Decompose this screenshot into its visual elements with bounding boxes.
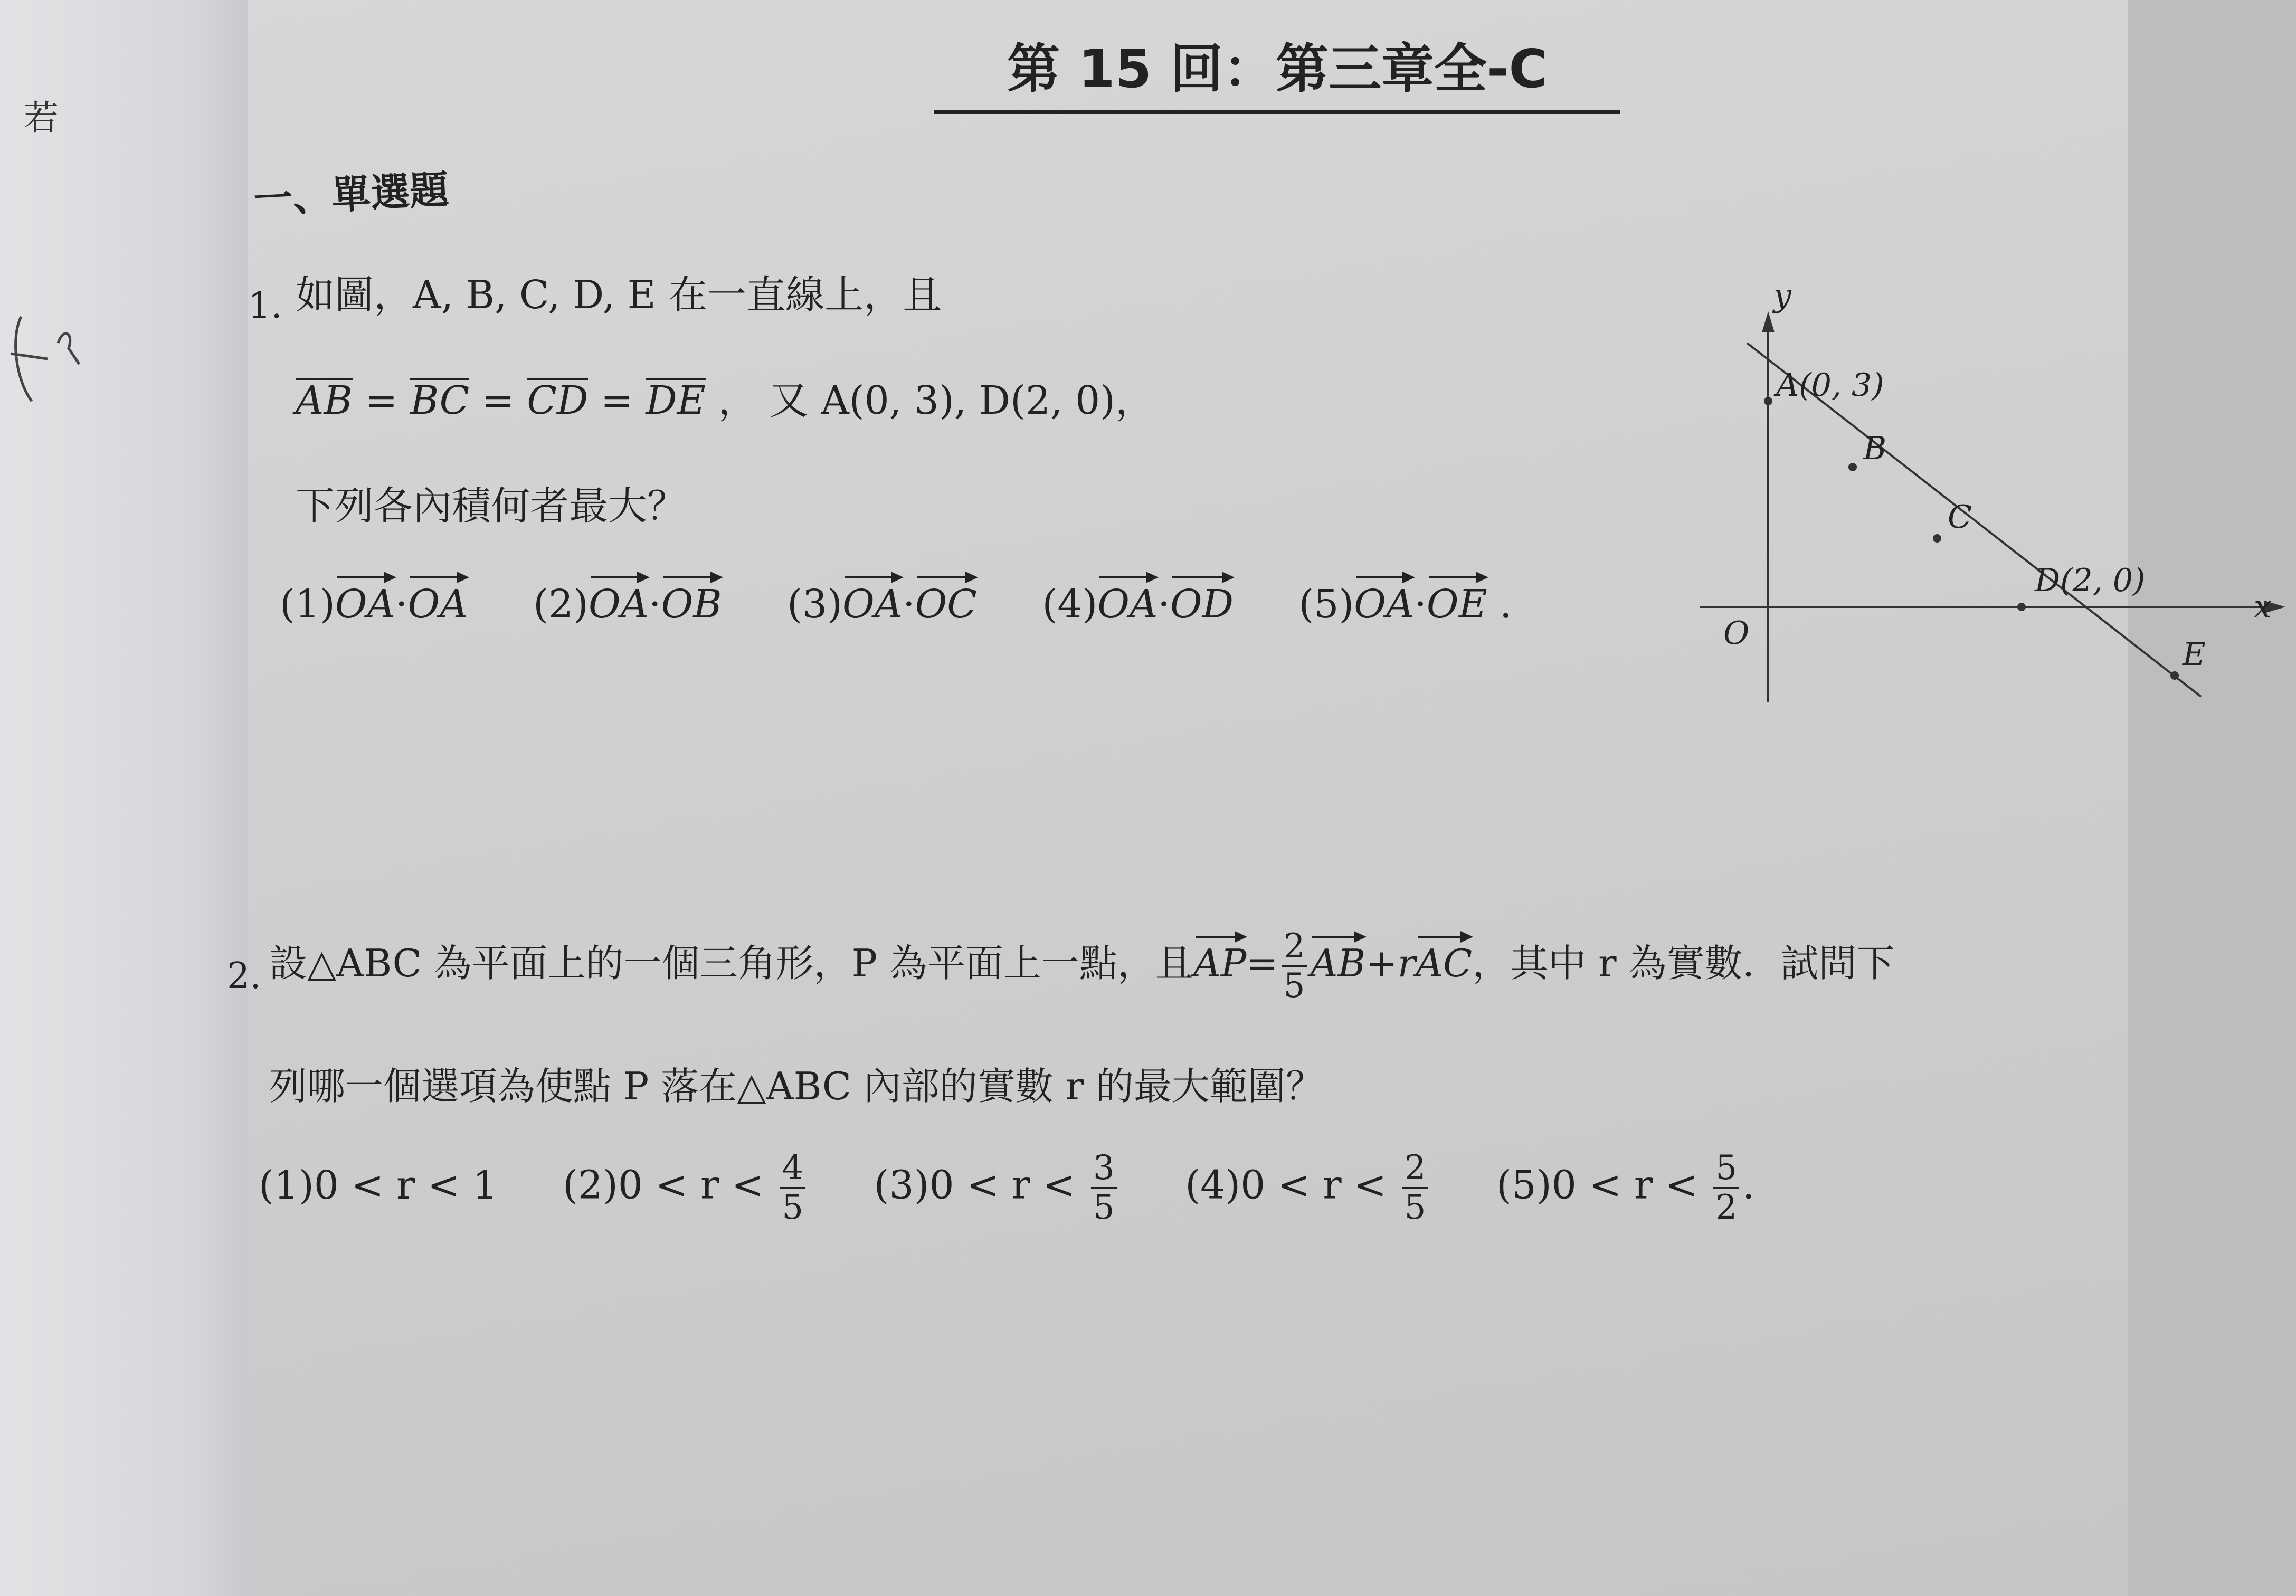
label-c: C	[1948, 499, 1972, 536]
origin-label: O	[1723, 615, 1750, 652]
q2-options	[259, 1148, 1808, 1228]
equals-sign: =	[600, 378, 633, 423]
label-e: E	[2183, 636, 2206, 673]
coordinate-diagram	[1694, 277, 2296, 712]
q2-option-3[interactable]: (3)0 < r < $\frac{3}{5}$	[874, 1151, 1120, 1226]
label-a: A(0, 3)	[1776, 367, 1884, 404]
worksheet-page	[227, 0, 2272, 1596]
q1-option-1[interactable]: (1)OA·OA	[280, 570, 468, 627]
q1-number: 1.	[248, 285, 282, 327]
q1-given-points: ， 又 A(0, 3), D(2, 0)，	[718, 378, 1155, 423]
handwriting-scribble	[0, 296, 106, 433]
vector-ab: AB	[1310, 929, 1365, 985]
y-axis-label: y	[1773, 277, 1791, 314]
q1-option-2[interactable]: (2)OA·OB	[533, 570, 722, 627]
q2-option-2[interactable]: (2)0 < r < $\frac{4}{5}$	[563, 1151, 809, 1226]
point-a	[1764, 397, 1772, 405]
point-e	[2170, 671, 2179, 680]
x-axis-label: x	[2254, 588, 2272, 625]
label-b: B	[1863, 430, 1887, 467]
adjacent-page	[0, 0, 248, 1596]
y-axis-arrow	[1762, 311, 1775, 332]
point-b	[1848, 463, 1857, 471]
q2-line1: 設△ABC 為平面上的一個三角形，P 為平面上一點，且AP= $\frac{2}{5}$ AB+rAC，其中 r 為實數．試問下	[269, 927, 1895, 1006]
segment-cd: CD	[527, 378, 589, 423]
q2-option-5[interactable]: (5)0 < r < $\frac{5}{2}$ .	[1496, 1148, 1755, 1228]
point-d	[2017, 603, 2026, 611]
equals-sign: =	[365, 378, 398, 423]
section-heading: 一、單選題	[252, 167, 450, 223]
equals-sign: =	[481, 378, 515, 423]
q1-options	[280, 570, 1565, 627]
q2-option-4[interactable]: (4)0 < r < $\frac{2}{5}$	[1185, 1151, 1431, 1226]
q1-option-5[interactable]: (5)OA·OE .	[1298, 570, 1512, 627]
q1-line3: 下列各內積何者最大？	[296, 483, 686, 529]
q2-number: 2.	[227, 955, 261, 997]
q2-line2: 列哪一個選項為使點 P 落在△ABC 內部的實數 r 的最大範圍？	[269, 1064, 1324, 1108]
q1-line1: 如圖，A, B, C, D, E 在一直線上，且	[296, 272, 942, 318]
vector-ac: AC	[1416, 929, 1472, 985]
q2-option-1[interactable]: (1)0 < r < 1	[259, 1162, 498, 1208]
q1-option-3[interactable]: (3)OA·OC	[787, 570, 977, 627]
segment-de: DE	[646, 378, 706, 423]
vector-ap: AP	[1193, 929, 1246, 985]
q1-equation	[296, 369, 1154, 425]
fraction-two-fifths: $\frac{2}{5}$	[1282, 929, 1307, 1004]
point-c	[1933, 534, 1941, 543]
label-d: D(2, 0)	[2035, 562, 2146, 599]
page-title: 第 15 回：第三章全-C	[934, 26, 1620, 114]
q1-figure	[1694, 277, 2296, 712]
segment-bc: BC	[410, 378, 470, 423]
adjacent-page-text: 若	[24, 98, 59, 138]
q1-option-4[interactable]: (4)OA·OD	[1042, 570, 1233, 627]
segment-ab: AB	[296, 378, 353, 423]
